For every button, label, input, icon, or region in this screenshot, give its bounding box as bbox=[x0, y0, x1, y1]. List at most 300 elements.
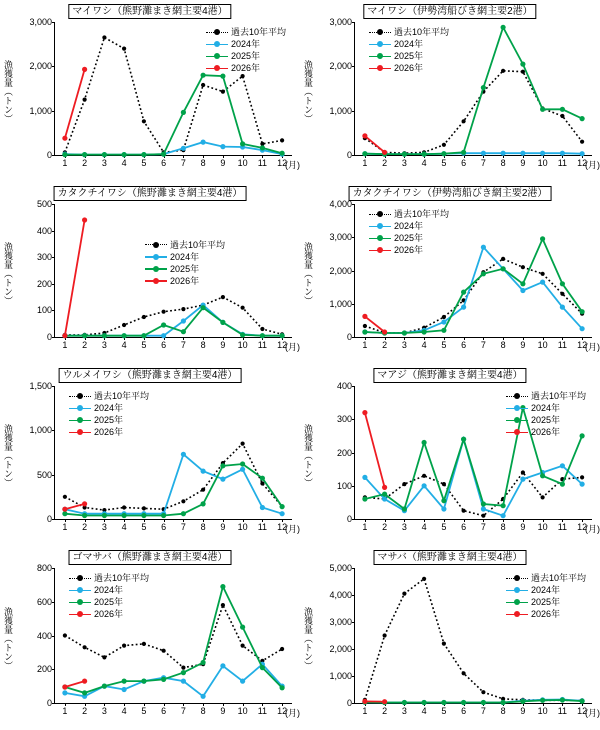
x-tick-label: 9 bbox=[520, 158, 526, 168]
x-tick-mark bbox=[223, 155, 224, 158]
y-axis-label: 漁獲量（トン） bbox=[3, 59, 13, 123]
x-tick-label: 1 bbox=[62, 340, 68, 350]
series-point-avg bbox=[402, 482, 406, 486]
legend-swatch-y2024 bbox=[369, 39, 391, 49]
series-point-y2025 bbox=[201, 73, 206, 78]
legend-swatch-avg bbox=[145, 240, 167, 250]
series-point-y2026 bbox=[382, 150, 387, 155]
legend-item bbox=[145, 239, 225, 251]
chart-title: カタクチイワシ（熊野灘まき網主要4港） bbox=[54, 186, 247, 201]
series-point-avg bbox=[63, 633, 67, 637]
y-tick-label: 3,000 bbox=[29, 17, 52, 27]
chart-cell bbox=[0, 0, 300, 182]
legend bbox=[145, 239, 225, 287]
x-tick-mark bbox=[243, 703, 244, 706]
x-tick-mark bbox=[543, 337, 544, 340]
x-tick-label: 6 bbox=[461, 158, 467, 168]
series-point-avg bbox=[280, 647, 284, 651]
series-point-avg bbox=[260, 481, 264, 485]
series-point-avg bbox=[501, 69, 505, 73]
series-point-y2025 bbox=[201, 501, 206, 506]
series-point-avg bbox=[221, 90, 225, 94]
series-point-y2025 bbox=[441, 328, 446, 333]
legend-item bbox=[369, 232, 449, 244]
x-tick-label: 7 bbox=[180, 706, 186, 716]
y-tick-label: 2,000 bbox=[329, 644, 352, 654]
legend-label: 2024年 bbox=[394, 39, 424, 49]
legend bbox=[506, 572, 586, 620]
x-tick-mark bbox=[404, 337, 405, 340]
legend-item bbox=[145, 263, 225, 275]
x-tick-mark bbox=[365, 337, 366, 340]
x-tick-mark bbox=[203, 337, 204, 340]
series-point-avg bbox=[241, 306, 245, 310]
y-tick-label: 2,000 bbox=[29, 61, 52, 72]
x-tick-label: 5 bbox=[141, 522, 147, 532]
legend-swatch-y2024 bbox=[506, 403, 528, 413]
y-tick-mark bbox=[352, 337, 355, 338]
x-tick-label: 10 bbox=[537, 522, 548, 532]
legend-swatch-y2025 bbox=[69, 415, 91, 425]
legend-label: 2024年 bbox=[530, 403, 561, 413]
series-point-y2025 bbox=[520, 281, 525, 286]
series-point-avg bbox=[181, 307, 185, 311]
x-tick-label: 1 bbox=[62, 158, 68, 168]
series-point-avg bbox=[162, 649, 166, 653]
x-tick-mark bbox=[562, 703, 563, 706]
x-tick-label: 10 bbox=[237, 522, 248, 532]
series-point-avg bbox=[541, 495, 545, 499]
series-point-y2025 bbox=[422, 700, 427, 705]
series-point-y2025 bbox=[102, 513, 107, 518]
y-tick-label: 400 bbox=[336, 381, 352, 391]
legend-item bbox=[69, 584, 149, 596]
legend-label: 過去10年平均 bbox=[394, 27, 450, 37]
series-point-y2025 bbox=[122, 513, 127, 518]
series-point-y2025 bbox=[220, 463, 225, 468]
series-point-y2025 bbox=[580, 116, 585, 121]
series-line-y2026 bbox=[65, 681, 85, 687]
chart-cell bbox=[0, 364, 300, 546]
x-tick-mark bbox=[543, 519, 544, 522]
series-point-avg bbox=[122, 47, 126, 51]
series-line-y2024 bbox=[65, 305, 282, 336]
series-point-avg bbox=[481, 690, 485, 694]
legend-swatch-y2024 bbox=[145, 252, 167, 262]
series-point-y2025 bbox=[181, 329, 186, 334]
legend-item bbox=[206, 62, 286, 74]
x-tick-mark bbox=[365, 519, 366, 522]
x-tick-mark bbox=[203, 519, 204, 522]
x-tick-label: 2 bbox=[82, 340, 88, 350]
x-tick-mark bbox=[404, 519, 405, 522]
series-point-y2024 bbox=[560, 463, 565, 468]
legend-item bbox=[69, 572, 149, 584]
x-tick-label: 10 bbox=[537, 340, 548, 350]
legend-label: 過去10年平均 bbox=[94, 573, 150, 583]
series-point-y2025 bbox=[402, 330, 407, 335]
chart-cell bbox=[0, 546, 300, 730]
y-tick-mark bbox=[352, 703, 355, 704]
x-axis-unit: (月) bbox=[585, 342, 600, 352]
legend-item bbox=[69, 596, 149, 608]
series-point-avg bbox=[221, 603, 225, 607]
series-point-y2025 bbox=[141, 513, 146, 518]
series-point-y2025 bbox=[382, 492, 387, 497]
x-tick-mark bbox=[243, 519, 244, 522]
x-tick-label: 3 bbox=[401, 706, 407, 716]
series-point-y2025 bbox=[82, 513, 87, 518]
series-point-y2024 bbox=[461, 305, 466, 310]
x-tick-label: 3 bbox=[101, 706, 107, 716]
y-tick-label: 4,000 bbox=[329, 199, 352, 209]
series-point-y2025 bbox=[82, 333, 87, 338]
x-tick-mark bbox=[385, 337, 386, 340]
series-point-y2024 bbox=[181, 452, 186, 457]
series-point-y2024 bbox=[201, 140, 206, 145]
x-tick-label: 6 bbox=[161, 340, 167, 350]
series-point-y2024 bbox=[520, 477, 525, 482]
series-point-y2025 bbox=[362, 496, 367, 501]
x-tick-mark bbox=[243, 155, 244, 158]
series-point-y2024 bbox=[181, 679, 186, 684]
x-tick-mark bbox=[85, 519, 86, 522]
x-tick-label: 7 bbox=[180, 522, 186, 532]
y-tick-label: 1,000 bbox=[329, 671, 352, 681]
x-tick-label: 6 bbox=[461, 522, 467, 532]
legend-label: 2025年 bbox=[94, 597, 124, 607]
x-tick-mark bbox=[424, 519, 425, 522]
x-tick-label: 2 bbox=[382, 340, 388, 350]
series-point-avg bbox=[142, 506, 146, 510]
x-tick-label: 10 bbox=[237, 158, 248, 168]
series-point-y2025 bbox=[362, 151, 367, 156]
series-point-y2025 bbox=[220, 74, 225, 79]
x-axis-unit: (月) bbox=[285, 342, 300, 352]
series-point-avg bbox=[521, 265, 525, 269]
legend-item bbox=[145, 251, 225, 263]
series-point-y2025 bbox=[501, 503, 506, 508]
series-point-y2026 bbox=[82, 501, 87, 506]
series-point-y2025 bbox=[501, 25, 506, 30]
x-tick-label: 6 bbox=[461, 706, 467, 716]
y-tick-label: 1,000 bbox=[29, 105, 52, 116]
series-point-y2025 bbox=[240, 332, 245, 337]
x-tick-mark bbox=[483, 337, 484, 340]
series-point-y2024 bbox=[260, 505, 265, 510]
series-point-y2026 bbox=[62, 507, 67, 512]
series-point-y2025 bbox=[402, 700, 407, 705]
legend-label: 2024年 bbox=[94, 403, 124, 413]
x-tick-mark bbox=[183, 519, 184, 522]
series-point-avg bbox=[142, 642, 146, 646]
plot-area bbox=[336, 381, 600, 534]
legend-label: 2026年 bbox=[170, 275, 200, 286]
y-axis-label: 漁獲量（トン） bbox=[303, 59, 313, 123]
x-tick-label: 9 bbox=[520, 706, 526, 716]
plot-area bbox=[29, 381, 300, 534]
x-tick-label: 7 bbox=[480, 706, 486, 716]
series-point-y2026 bbox=[362, 133, 367, 138]
series-point-avg bbox=[122, 644, 126, 648]
x-tick-label: 4 bbox=[121, 706, 127, 716]
chart-title: ゴマサバ（熊野灘まき網主要4港） bbox=[69, 550, 232, 565]
y-tick-label: 0 bbox=[346, 332, 352, 342]
series-line-y2025 bbox=[65, 75, 282, 154]
x-tick-label: 11 bbox=[557, 706, 568, 716]
series-point-y2025 bbox=[461, 290, 466, 295]
x-tick-mark bbox=[562, 337, 563, 340]
chart-cell bbox=[300, 364, 600, 546]
series-point-y2025 bbox=[122, 333, 127, 338]
series-point-avg bbox=[83, 98, 87, 102]
series-point-avg bbox=[201, 488, 205, 492]
series-point-avg bbox=[102, 35, 106, 39]
series-point-y2026 bbox=[82, 217, 87, 222]
legend-swatch-avg bbox=[69, 391, 91, 401]
series-point-avg bbox=[560, 114, 564, 118]
series-line-y2026 bbox=[65, 504, 85, 509]
series-point-avg bbox=[580, 140, 584, 144]
legend-label: 過去10年平均 bbox=[394, 209, 450, 219]
y-tick-mark bbox=[52, 337, 55, 338]
series-point-avg bbox=[442, 642, 446, 646]
series-point-avg bbox=[241, 644, 245, 648]
series-point-y2024 bbox=[540, 151, 545, 156]
x-tick-label: 2 bbox=[382, 522, 388, 532]
series-point-y2024 bbox=[481, 151, 486, 156]
series-point-y2025 bbox=[62, 152, 67, 157]
y-axis-label: 漁獲量（トン） bbox=[303, 606, 313, 670]
series-point-y2024 bbox=[520, 288, 525, 293]
legend-item bbox=[506, 390, 586, 402]
x-axis-unit: (月) bbox=[585, 708, 600, 718]
series-point-y2024 bbox=[501, 151, 506, 156]
x-tick-mark bbox=[65, 519, 66, 522]
x-tick-mark bbox=[144, 703, 145, 706]
legend-item bbox=[506, 402, 586, 414]
legend-item bbox=[206, 50, 286, 62]
series-point-y2024 bbox=[422, 483, 427, 488]
x-tick-label: 7 bbox=[480, 340, 486, 350]
x-tick-label: 3 bbox=[101, 522, 107, 532]
x-tick-mark bbox=[164, 703, 165, 706]
y-tick-label: 1,000 bbox=[29, 425, 52, 436]
y-tick-label: 0 bbox=[346, 698, 352, 708]
legend-label: 2025年 bbox=[394, 233, 424, 243]
y-tick-label: 400 bbox=[36, 630, 52, 641]
series-point-y2024 bbox=[520, 151, 525, 156]
series-point-avg bbox=[83, 645, 87, 649]
y-axis-label: 漁獲量（トン） bbox=[3, 423, 13, 487]
series-point-avg bbox=[201, 83, 205, 87]
legend-label: 2024年 bbox=[530, 585, 561, 595]
x-tick-mark bbox=[124, 519, 125, 522]
legend-item bbox=[69, 414, 149, 426]
series-point-y2026 bbox=[362, 699, 367, 704]
series-point-y2024 bbox=[441, 319, 446, 324]
series-line-y2024 bbox=[65, 664, 282, 696]
x-tick-label: 6 bbox=[461, 340, 467, 350]
legend-label: 2026年 bbox=[230, 63, 261, 73]
x-tick-label: 4 bbox=[121, 522, 127, 532]
series-point-y2025 bbox=[161, 677, 166, 682]
legend-swatch-y2025 bbox=[145, 264, 167, 274]
x-tick-label: 7 bbox=[180, 158, 186, 168]
series-point-avg bbox=[241, 74, 245, 78]
x-tick-mark bbox=[282, 519, 283, 522]
x-tick-mark bbox=[104, 703, 105, 706]
x-tick-mark bbox=[164, 519, 165, 522]
series-point-y2025 bbox=[402, 152, 407, 157]
y-tick-label: 300 bbox=[336, 414, 352, 425]
legend-item bbox=[369, 244, 449, 256]
series-point-y2024 bbox=[280, 511, 285, 516]
series-point-avg bbox=[521, 470, 525, 474]
x-tick-mark bbox=[385, 519, 386, 522]
series-point-y2024 bbox=[481, 245, 486, 250]
legend-swatch-avg bbox=[69, 573, 91, 583]
x-tick-mark bbox=[65, 703, 66, 706]
y-tick-label: 600 bbox=[36, 596, 52, 607]
x-tick-mark bbox=[503, 519, 504, 522]
x-tick-label: 12 bbox=[277, 158, 288, 168]
legend-label: 2025年 bbox=[530, 597, 561, 607]
series-point-y2025 bbox=[141, 152, 146, 157]
x-tick-mark bbox=[203, 703, 204, 706]
series-point-y2025 bbox=[102, 152, 107, 157]
series-point-y2024 bbox=[122, 687, 127, 692]
series-point-y2024 bbox=[181, 318, 186, 323]
y-tick-label: 3,000 bbox=[329, 617, 352, 627]
x-tick-mark bbox=[262, 703, 263, 706]
x-tick-label: 8 bbox=[500, 706, 506, 716]
legend-item bbox=[206, 26, 286, 38]
series-point-avg bbox=[102, 655, 106, 659]
x-tick-mark bbox=[223, 519, 224, 522]
x-tick-label: 11 bbox=[257, 158, 268, 168]
series-point-y2025 bbox=[201, 660, 206, 665]
chart-cell bbox=[300, 0, 600, 182]
legend-label: 2025年 bbox=[94, 415, 124, 425]
y-tick-mark bbox=[52, 703, 55, 704]
legend-label: 2025年 bbox=[230, 51, 261, 61]
legend-swatch-y2025 bbox=[206, 51, 228, 61]
y-tick-mark bbox=[52, 519, 55, 520]
y-tick-label: 100 bbox=[336, 480, 352, 491]
x-tick-mark bbox=[203, 155, 204, 158]
series-line-y2025 bbox=[65, 464, 282, 516]
legend-item bbox=[69, 426, 149, 438]
y-tick-label: 0 bbox=[46, 698, 52, 708]
series-point-y2025 bbox=[240, 625, 245, 630]
x-tick-label: 11 bbox=[257, 522, 268, 532]
legend-swatch-y2026 bbox=[206, 63, 228, 73]
y-tick-label: 0 bbox=[346, 150, 352, 160]
x-tick-mark bbox=[582, 519, 583, 522]
x-tick-label: 8 bbox=[500, 522, 506, 532]
legend-swatch-y2025 bbox=[369, 51, 391, 61]
series-point-y2025 bbox=[520, 699, 525, 704]
series-point-y2025 bbox=[422, 440, 427, 445]
x-tick-label: 12 bbox=[277, 522, 288, 532]
x-tick-label: 5 bbox=[141, 158, 147, 168]
series-point-y2025 bbox=[481, 271, 486, 276]
series-point-y2024 bbox=[161, 333, 166, 338]
series-point-y2025 bbox=[540, 107, 545, 112]
series-point-y2025 bbox=[422, 329, 427, 334]
x-tick-mark bbox=[183, 337, 184, 340]
series-line-y2026 bbox=[365, 316, 385, 332]
series-point-y2025 bbox=[280, 151, 285, 156]
series-point-avg bbox=[442, 315, 446, 319]
series-point-y2025 bbox=[220, 584, 225, 589]
x-tick-label: 8 bbox=[200, 706, 206, 716]
y-tick-label: 300 bbox=[36, 252, 52, 263]
series-point-avg bbox=[142, 119, 146, 123]
chart-title: マイワシ（熊野灘まき網主要4港） bbox=[68, 4, 231, 19]
x-tick-mark bbox=[503, 337, 504, 340]
legend-swatch-y2024 bbox=[69, 585, 91, 595]
x-tick-label: 12 bbox=[277, 706, 288, 716]
legend-item bbox=[145, 275, 225, 287]
x-tick-label: 9 bbox=[220, 158, 226, 168]
legend-swatch-y2024 bbox=[369, 221, 391, 231]
y-tick-label: 400 bbox=[36, 225, 52, 236]
legend-label: 過去10年平均 bbox=[530, 391, 586, 401]
legend-swatch-avg bbox=[206, 27, 228, 37]
chart-title: ウルメイワシ（熊野灘まき網主要4港） bbox=[59, 368, 242, 383]
series-point-avg bbox=[501, 257, 505, 261]
x-tick-label: 9 bbox=[220, 522, 226, 532]
x-axis-unit: (月) bbox=[285, 708, 300, 718]
plot-area bbox=[329, 199, 600, 352]
x-tick-label: 8 bbox=[200, 158, 206, 168]
series-point-avg bbox=[481, 514, 485, 518]
series-point-y2024 bbox=[560, 151, 565, 156]
chart-panel bbox=[0, 182, 300, 364]
legend bbox=[369, 26, 449, 74]
x-tick-label: 5 bbox=[441, 340, 447, 350]
series-point-y2025 bbox=[501, 266, 506, 271]
series-point-y2024 bbox=[441, 506, 446, 511]
y-tick-label: 0 bbox=[46, 150, 52, 160]
y-tick-label: 0 bbox=[46, 514, 52, 524]
x-tick-label: 9 bbox=[520, 522, 526, 532]
legend-item bbox=[506, 608, 586, 620]
x-tick-label: 4 bbox=[421, 706, 427, 716]
series-point-y2026 bbox=[62, 333, 67, 338]
x-tick-mark bbox=[144, 519, 145, 522]
series-point-avg bbox=[383, 633, 387, 637]
x-tick-label: 2 bbox=[82, 158, 88, 168]
plot-area bbox=[36, 199, 300, 352]
series-point-avg bbox=[63, 495, 67, 499]
x-tick-label: 11 bbox=[557, 522, 568, 532]
series-point-avg bbox=[462, 671, 466, 675]
series-point-y2026 bbox=[362, 314, 367, 319]
legend-swatch-avg bbox=[506, 391, 528, 401]
x-tick-label: 2 bbox=[382, 158, 388, 168]
series-point-y2024 bbox=[240, 679, 245, 684]
x-tick-label: 3 bbox=[401, 522, 407, 532]
series-point-y2025 bbox=[62, 511, 67, 516]
legend-label: 2025年 bbox=[530, 415, 561, 425]
x-tick-label: 1 bbox=[362, 706, 368, 716]
legend bbox=[69, 390, 149, 438]
legend-item bbox=[506, 584, 586, 596]
series-point-y2025 bbox=[540, 698, 545, 703]
